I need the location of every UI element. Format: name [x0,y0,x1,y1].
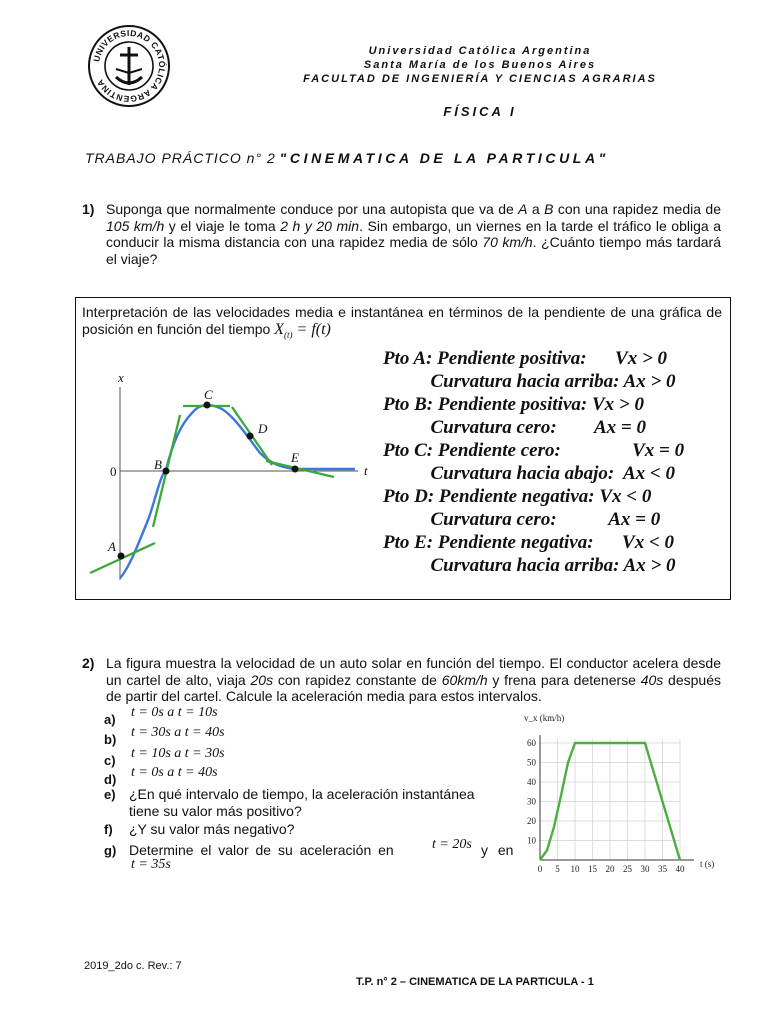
box-row-5: Pto C: Pendiente cero: Vx = 0 [383,440,685,461]
item-f-label: f) [104,822,113,837]
position-time-graph [80,365,370,580]
item-g-math-2: t = 35s [131,857,171,872]
item-a-math: t = 0s a t = 10s [131,705,218,720]
x-tick-label: 0 [537,864,543,874]
velocity-chart-svg [510,705,730,885]
box-row-3: Pto B: Pendiente positiva: Vx > 0 [383,394,644,415]
position-formula: $X_{(t)} = f(t)$ [274,320,331,340]
assignment-name: "CINEMATICA DE LA PARTICULA" [279,150,609,166]
box-row-7: Pto D: Pendiente negativa: Vx < 0 [383,486,652,507]
point-b-dot [163,468,170,475]
box-row-8: Curvatura cero: Ax = 0 [383,509,661,530]
item-g-label: g) [104,843,117,858]
box-row-2: Curvatura hacia arriba: Ax > 0 [383,371,676,392]
point-c-dot [204,402,211,409]
assignment-prefix: TRABAJO PRÁCTICO n° 2 [85,150,276,166]
point-a-label: A [108,539,116,554]
item-c-math: t = 10s a t = 30s [131,746,225,761]
t-axis-label: t [364,463,368,478]
university-logo [86,25,172,107]
y-tick-label: 50 [527,757,536,768]
origin-label: 0 [110,464,117,479]
campus-name: Santa María de los Buenos Aires [363,59,597,71]
point-a-dot [118,553,125,560]
item-e-label: e) [104,787,116,802]
y-tick-label: 10 [527,835,536,846]
university-name: Universidad Católica Argentina [368,45,592,57]
item-e-text-2: tiene su valor más positivo? [129,803,302,819]
assignment-title [85,150,609,166]
x-tick-label: 10 [570,864,580,874]
faculty-name: FACULTAD DE INGENIERÍA Y CIENCIAS AGRARIAS [303,73,657,85]
item-g-text-1: Determine el valor de su aceleración en [129,842,394,858]
y-tick-label: 20 [527,816,536,826]
box-row-4: Curvatura cero: Ax = 0 [383,417,646,438]
point-c-label: C [204,387,213,402]
item-e-text-1: ¿En qué intervalo de tiempo, la aceleración instantánea [129,786,475,802]
point-d-dot [247,433,254,440]
x-tick-label: 20 [605,864,615,874]
course-title: FÍSICA I [443,104,517,119]
point-e-dot [292,466,299,473]
logo-ring-text: UNIVERSIDAD CATÓLICA ARGENTINA [91,27,168,105]
y-tick-label: 40 [527,777,536,787]
x-axis-label: x [118,370,124,385]
point-e-label: E [291,450,299,465]
position-graph-svg [80,365,370,580]
velocity-x-axis-label: t (s) [700,859,715,869]
item-b-math: t = 30s a t = 40s [131,725,225,740]
x-tick-label: 40 [675,864,685,874]
box-row-9: Pto E: Pendiente negativa: Vx < 0 [383,532,675,553]
position-curve [120,405,355,578]
box-row-1: Pto A: Pendiente positiva: Vx > 0 [383,348,668,369]
problem-2-number: 2) [82,655,95,671]
item-c-label: c) [104,753,116,768]
footer-revision: 2019_2do c. Rev.: 7 [84,960,182,972]
item-b-label: b) [104,732,117,747]
velocity-chart [510,705,730,885]
point-b-label: B [154,457,162,472]
problem-1-number: 1) [82,201,95,217]
item-d-math: t = 0s a t = 40s [131,765,218,780]
item-g-math-1: t = 20s [432,837,472,852]
box-row-6: Curvatura hacia abajo: Ax < 0 [383,463,675,484]
box-row-10: Curvatura hacia arriba: Ax > 0 [383,555,676,576]
item-f-text: ¿Y su valor más negativo? [129,821,295,837]
x-tick-label: 5 [555,864,560,874]
box-intro-text: Interpretación de las velocidades media e instantánea en términos de la pendiente de una gráfica de posición en función del tiempo $X_{(t)} = f(t)$ [82,304,722,340]
x-tick-label: 25 [623,864,632,874]
problem-2-text: La figura muestra la velocidad de un auto solar en función del tiempo. El conductor acelera desde un cartel de alto, viaja 20s con rapidez constante de 60km/h y frena para detenerse 40s después de partir del cartel. Calcule la aceleración media para estos intervalos. [106,655,721,704]
x-tick-label: 30 [640,864,650,874]
footer-page-title: T.P. n° 2 – CINEMATICA DE LA PARTICULA - 1 [356,976,594,988]
problem-1-text: Suponga que normalmente conduce por una autopista que va de A a B con una rapidez media de 105 km/h y el viaje le toma 2 h y 20 min. Sin embargo, un viernes en la tarde el tráfico le obliga a conducir la misma distancia con una rapidez media de sólo 70 km/h. ¿Cuánto tiempo más tardará el viaje? [106,201,721,267]
y-tick-label: 60 [527,738,536,748]
x-tick-label: 15 [588,864,597,874]
point-d-label: D [258,421,268,436]
item-g-text-2: y en [481,842,514,858]
y-tick-label: 30 [527,796,536,807]
x-tick-label: 35 [658,864,667,874]
item-a-label: a) [104,712,116,727]
item-d-label: d) [104,772,117,787]
velocity-y-axis-label: v_x (km/h) [524,713,565,723]
